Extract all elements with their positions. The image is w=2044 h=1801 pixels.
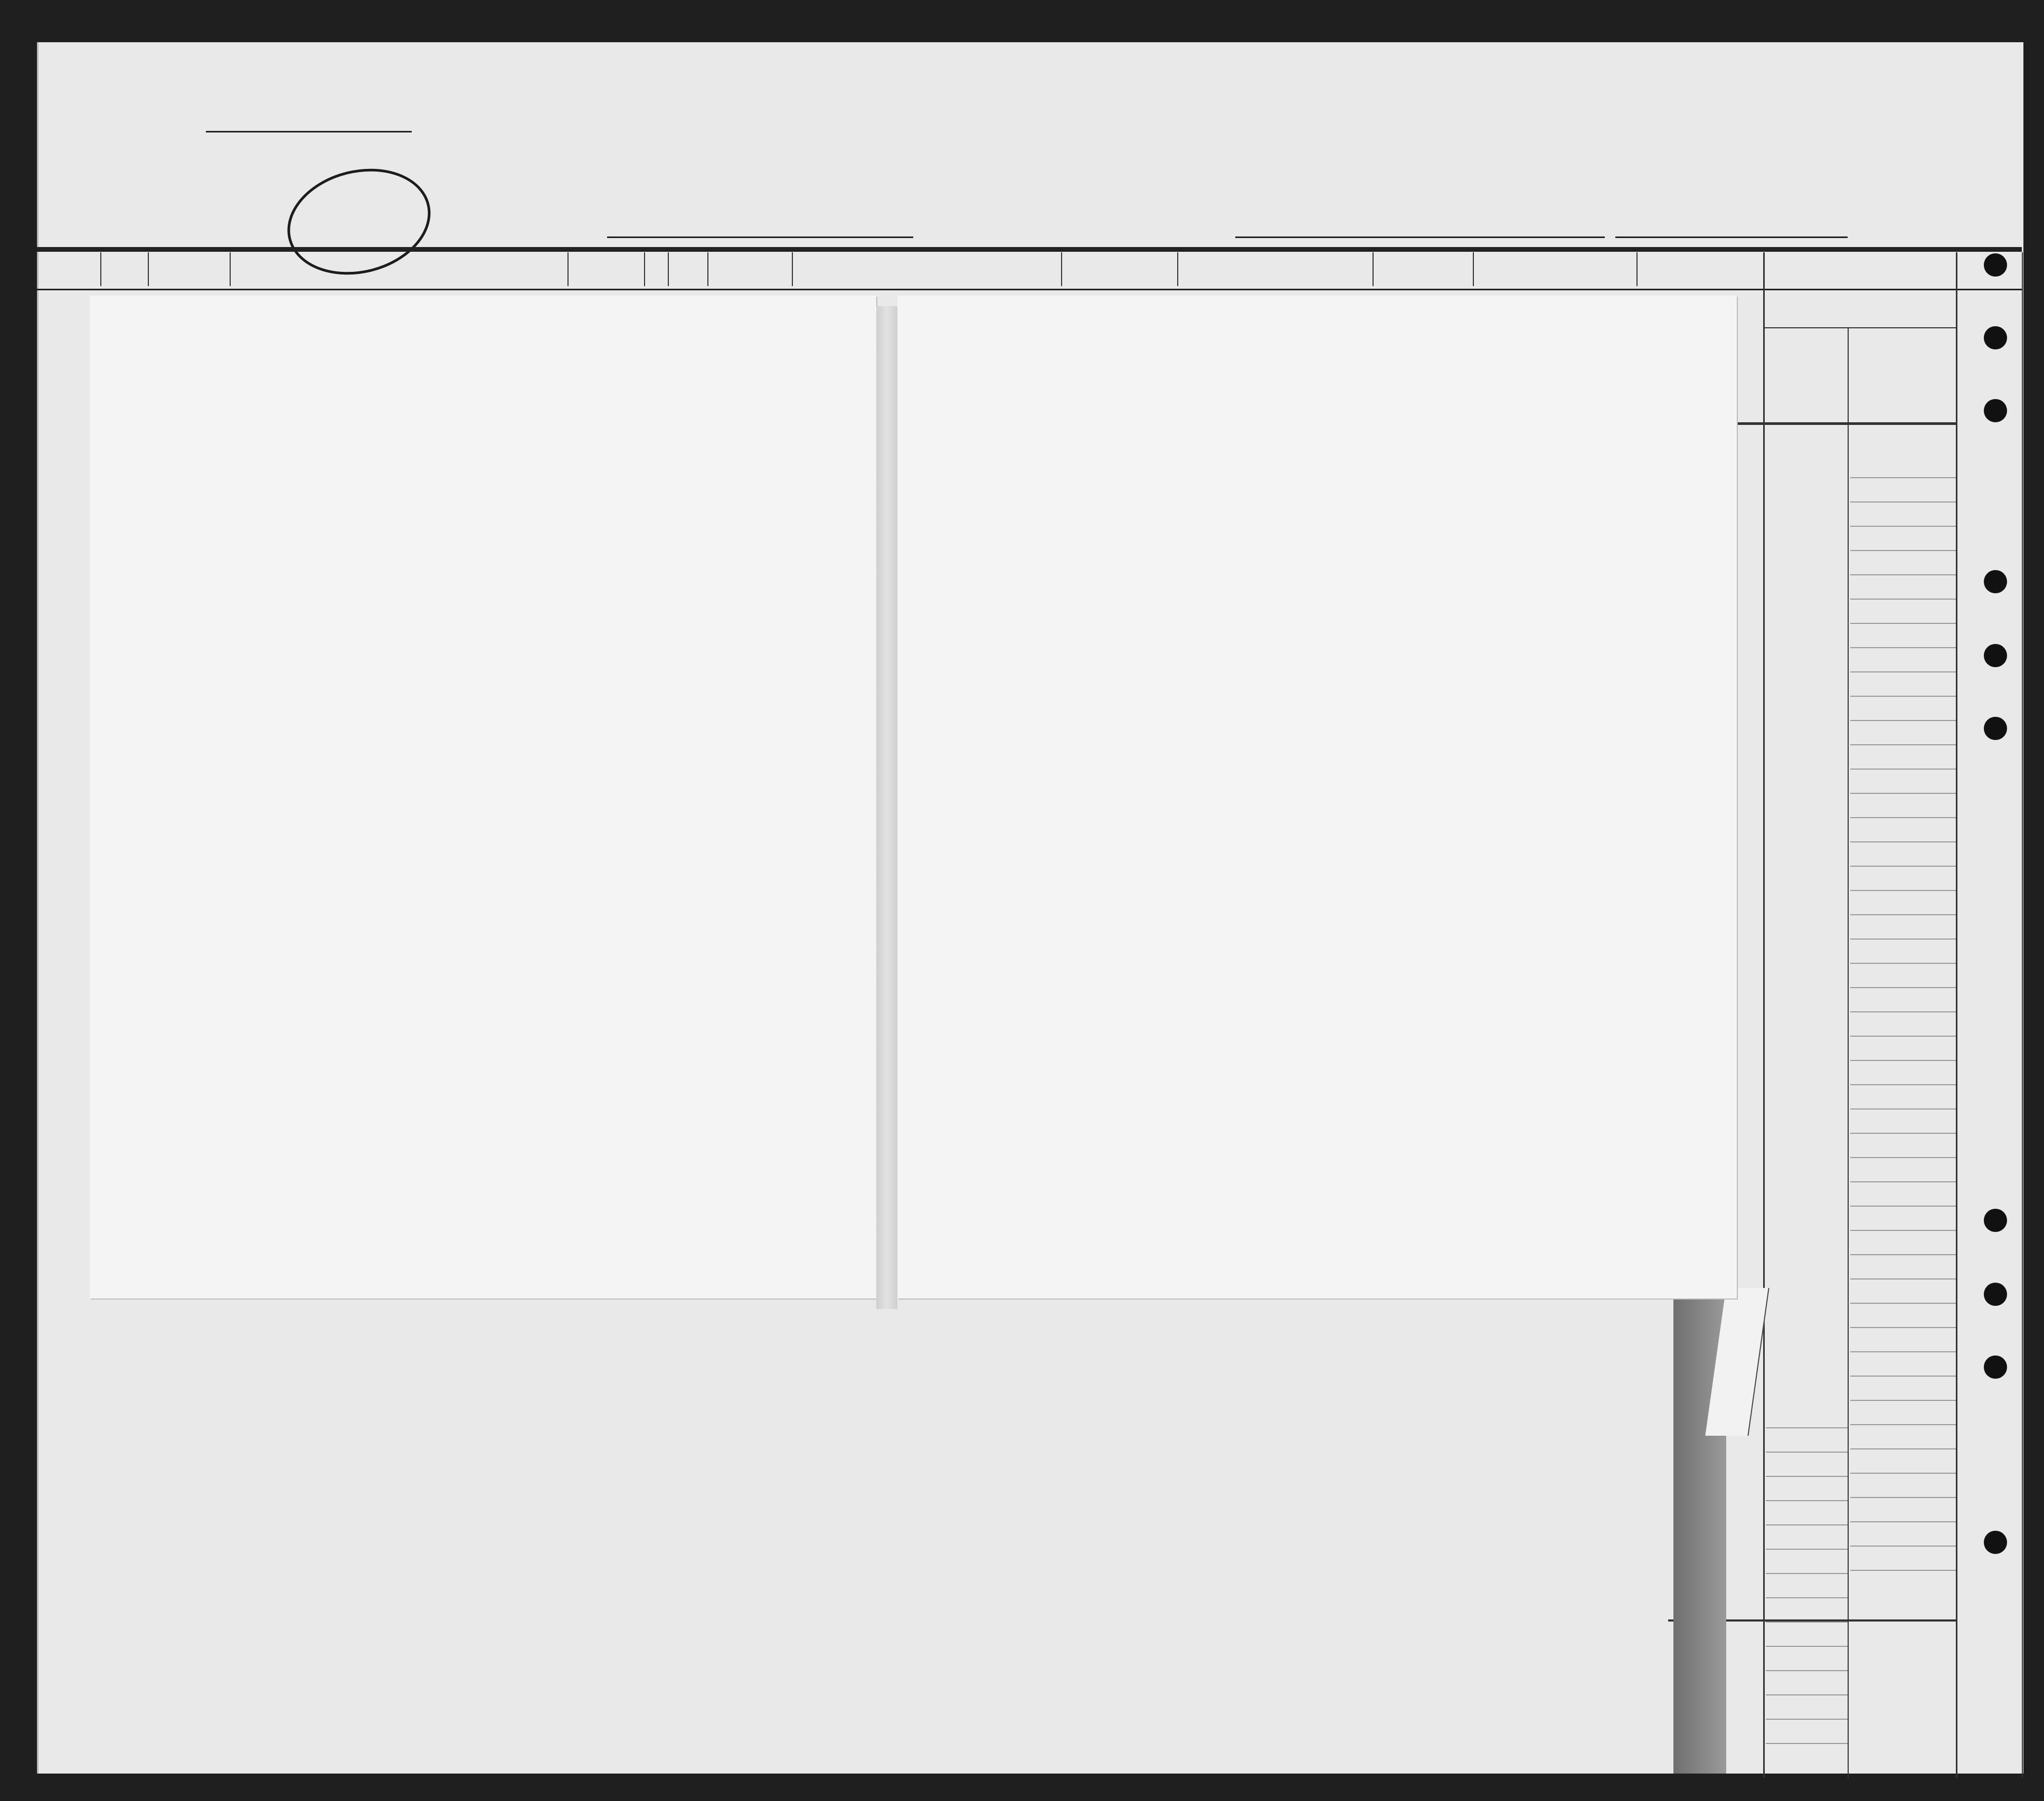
col-divider (1061, 252, 1062, 286)
sailing-rule (1235, 236, 1605, 238)
col15-header-rule (1763, 327, 1956, 328)
col-divider (1636, 252, 1638, 286)
punch-hole (1984, 326, 2007, 349)
punch-hole (1984, 644, 2007, 667)
punch-hole (1984, 1209, 2007, 1232)
punch-hole (1984, 717, 2007, 740)
col-divider (668, 252, 669, 286)
information-sheet-47 (90, 296, 876, 1298)
col-divider (644, 252, 645, 286)
punch-hole (1984, 1531, 2007, 1554)
col-divider (100, 252, 101, 286)
information-sheet-47a (897, 296, 1737, 1298)
col-divider (707, 252, 708, 286)
ss-rule (607, 236, 913, 238)
col-divider (1848, 327, 1849, 1779)
col-divider (567, 252, 569, 286)
col-divider (1473, 252, 1474, 286)
col-divider (148, 252, 149, 286)
col15-ruled-lines (1850, 454, 1956, 1584)
col-divider (1373, 252, 1374, 286)
col-divider (1177, 252, 1178, 286)
col-divider (792, 252, 793, 286)
date-rule (1615, 236, 1848, 238)
punch-hole (1984, 570, 2007, 593)
col-divider (1956, 252, 1957, 1778)
sheet-gap (876, 306, 897, 1309)
punch-hole (1984, 1283, 2007, 1306)
col-divider (2022, 252, 2023, 1778)
col15-ruled-lines (1766, 1404, 1848, 1752)
col15-rule (1716, 422, 1956, 425)
column-band (37, 247, 2022, 290)
punch-hole (1984, 1356, 2007, 1379)
col-divider (1763, 252, 1765, 1778)
punch-hole (1984, 399, 2007, 422)
list-rule (206, 131, 412, 132)
col-divider (230, 252, 231, 286)
